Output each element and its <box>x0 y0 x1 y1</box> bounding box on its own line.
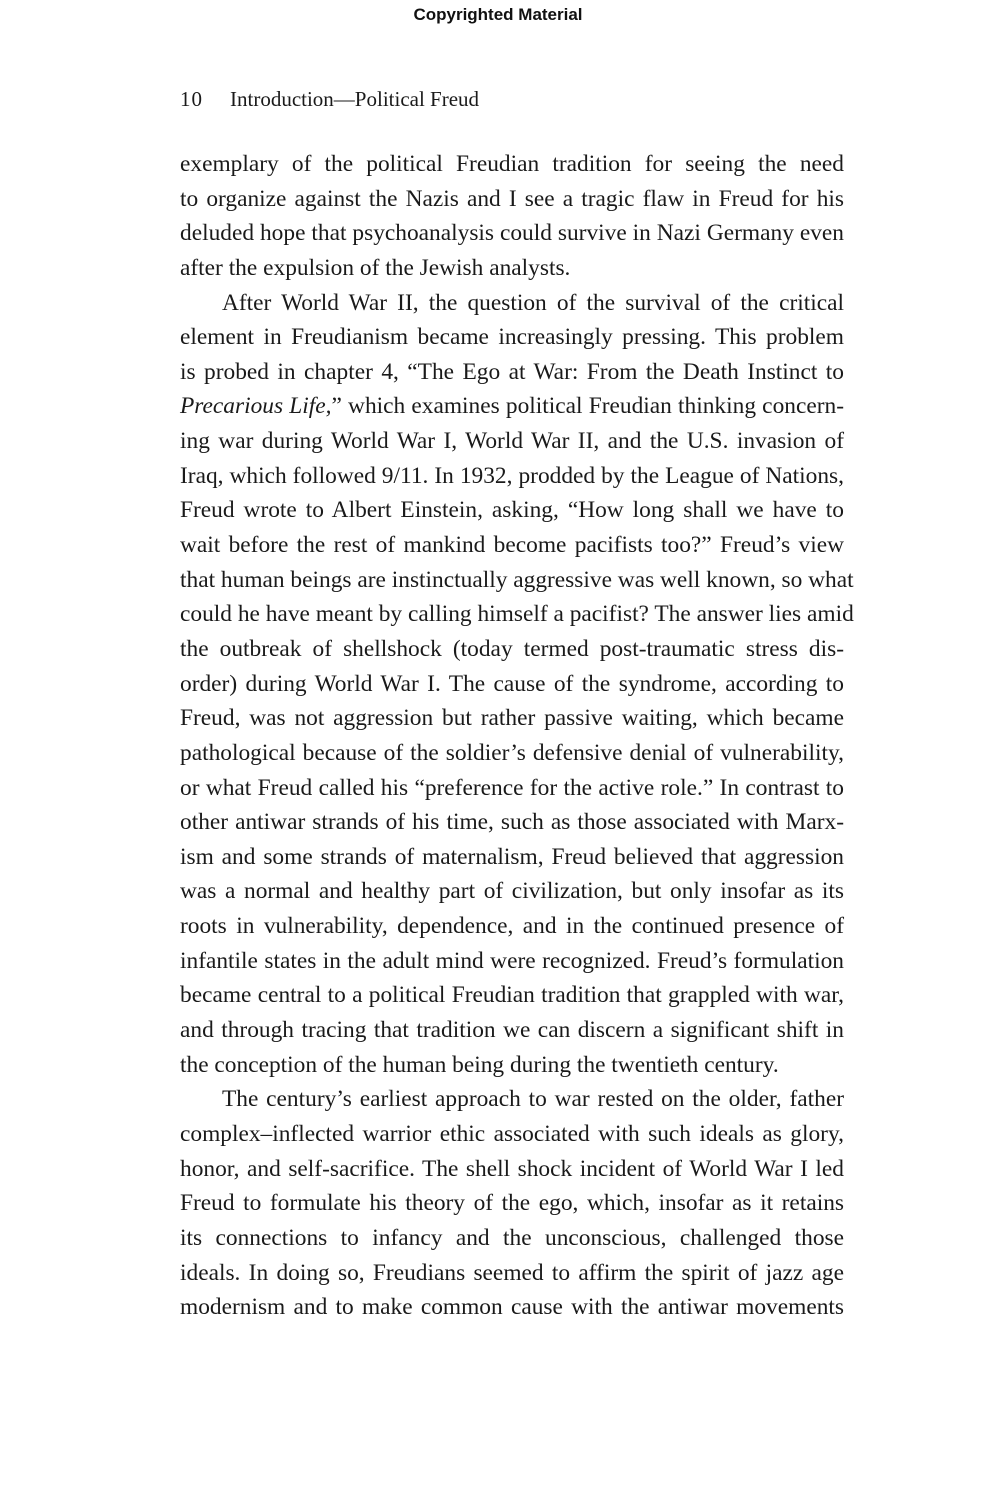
text-line: after the expulsion of the Jewish analysts. <box>180 254 571 281</box>
book-title-italic: Precarious Life, <box>180 393 332 420</box>
text-line: The century’s earliest approach to war rested on the older, father <box>222 1086 844 1113</box>
text-line-italic-title <box>180 389 844 424</box>
text-line: honor, and self-sacrifice. The shell shock incident of World War I led <box>180 1155 844 1182</box>
text-line: After World War II, the question of the survival of the critical <box>222 289 844 316</box>
text-line: is probed in chapter 4, “The Ego at War: From the Death Instinct to <box>180 358 844 385</box>
running-head <box>180 85 479 113</box>
text-line: complex–inflected warrior ethic associated with such ideals as glory, <box>180 1120 844 1147</box>
text-line: Freud to formulate his theory of the ego, which, insofar as it retains <box>180 1190 844 1217</box>
text-line: to organize against the Nazis and I see a tragic flaw in Freud for his <box>180 185 844 212</box>
running-head-title: Introduction—Political Freud <box>230 87 480 111</box>
text-line: was a normal and healthy part of civilization, but only insofar as its <box>180 878 844 905</box>
text-line: the conception of the human being during the twentieth century. <box>180 1051 779 1078</box>
text-line: pathological because of the soldier’s defensive denial of vulnerability, <box>180 739 844 766</box>
text-line: ideals. In doing so, Freudians seemed to affirm the spirit of jazz age <box>180 1259 844 1286</box>
text-line: exemplary of the political Freudian tradition for seeing the need <box>180 151 844 177</box>
text-line: or what Freud called his “preference for the active role.” In contrast to <box>180 774 844 801</box>
text-line: Freud, was not aggression but rather passive waiting, which became <box>180 705 844 732</box>
text-line: other antiwar strands of his time, such as those associated with Marx- <box>180 809 844 836</box>
text-line: could he have meant by calling himself a pacifist? The answer lies amid <box>180 601 854 628</box>
text-line: its connections to infancy and the unconscious, challenged those <box>180 1224 844 1251</box>
text-line: wait before the rest of mankind become pacifists too?” Freud’s view <box>180 532 844 559</box>
text-line: ing war during World War I, World War II, and the U.S. invasion of <box>180 428 844 455</box>
text-line: order) during World War I. The cause of the syndrome, according to <box>180 670 844 697</box>
text-span: ” which examines political Freudian thinking concern- <box>331 393 844 420</box>
text-line: ism and some strands of maternalism, Freud believed that aggression <box>180 843 844 870</box>
text-line: Iraq, which followed 9/11. In 1932, prodded by the League of Nations, <box>180 462 844 489</box>
text-line: element in Freudianism became increasingly pressing. This problem <box>180 324 844 351</box>
text-line: became central to a political Freudian tradition that grappled with war, <box>180 982 844 1009</box>
text-line: the outbreak of shellshock (today termed post-traumatic stress dis- <box>180 635 844 662</box>
text-line: and through tracing that tradition we can discern a significant shift in <box>180 1017 844 1044</box>
text-line: modernism and to make common cause with the antiwar movements <box>180 1294 844 1321</box>
page-number: 10 <box>180 87 203 111</box>
copyright-banner: Copyrighted Material <box>413 5 583 24</box>
text-line: roots in vulnerability, dependence, and in the continued presence of <box>180 913 844 940</box>
body-text <box>180 147 854 1325</box>
text-line: deluded hope that psychoanalysis could survive in Nazi Germany even <box>180 220 844 247</box>
text-line: Freud wrote to Albert Einstein, asking, “How long shall we have to <box>180 497 844 524</box>
text-line: that human beings are instinctually aggressive was well known, so what <box>180 566 854 593</box>
text-line: infantile states in the adult mind were recognized. Freud’s formulation <box>180 947 844 974</box>
